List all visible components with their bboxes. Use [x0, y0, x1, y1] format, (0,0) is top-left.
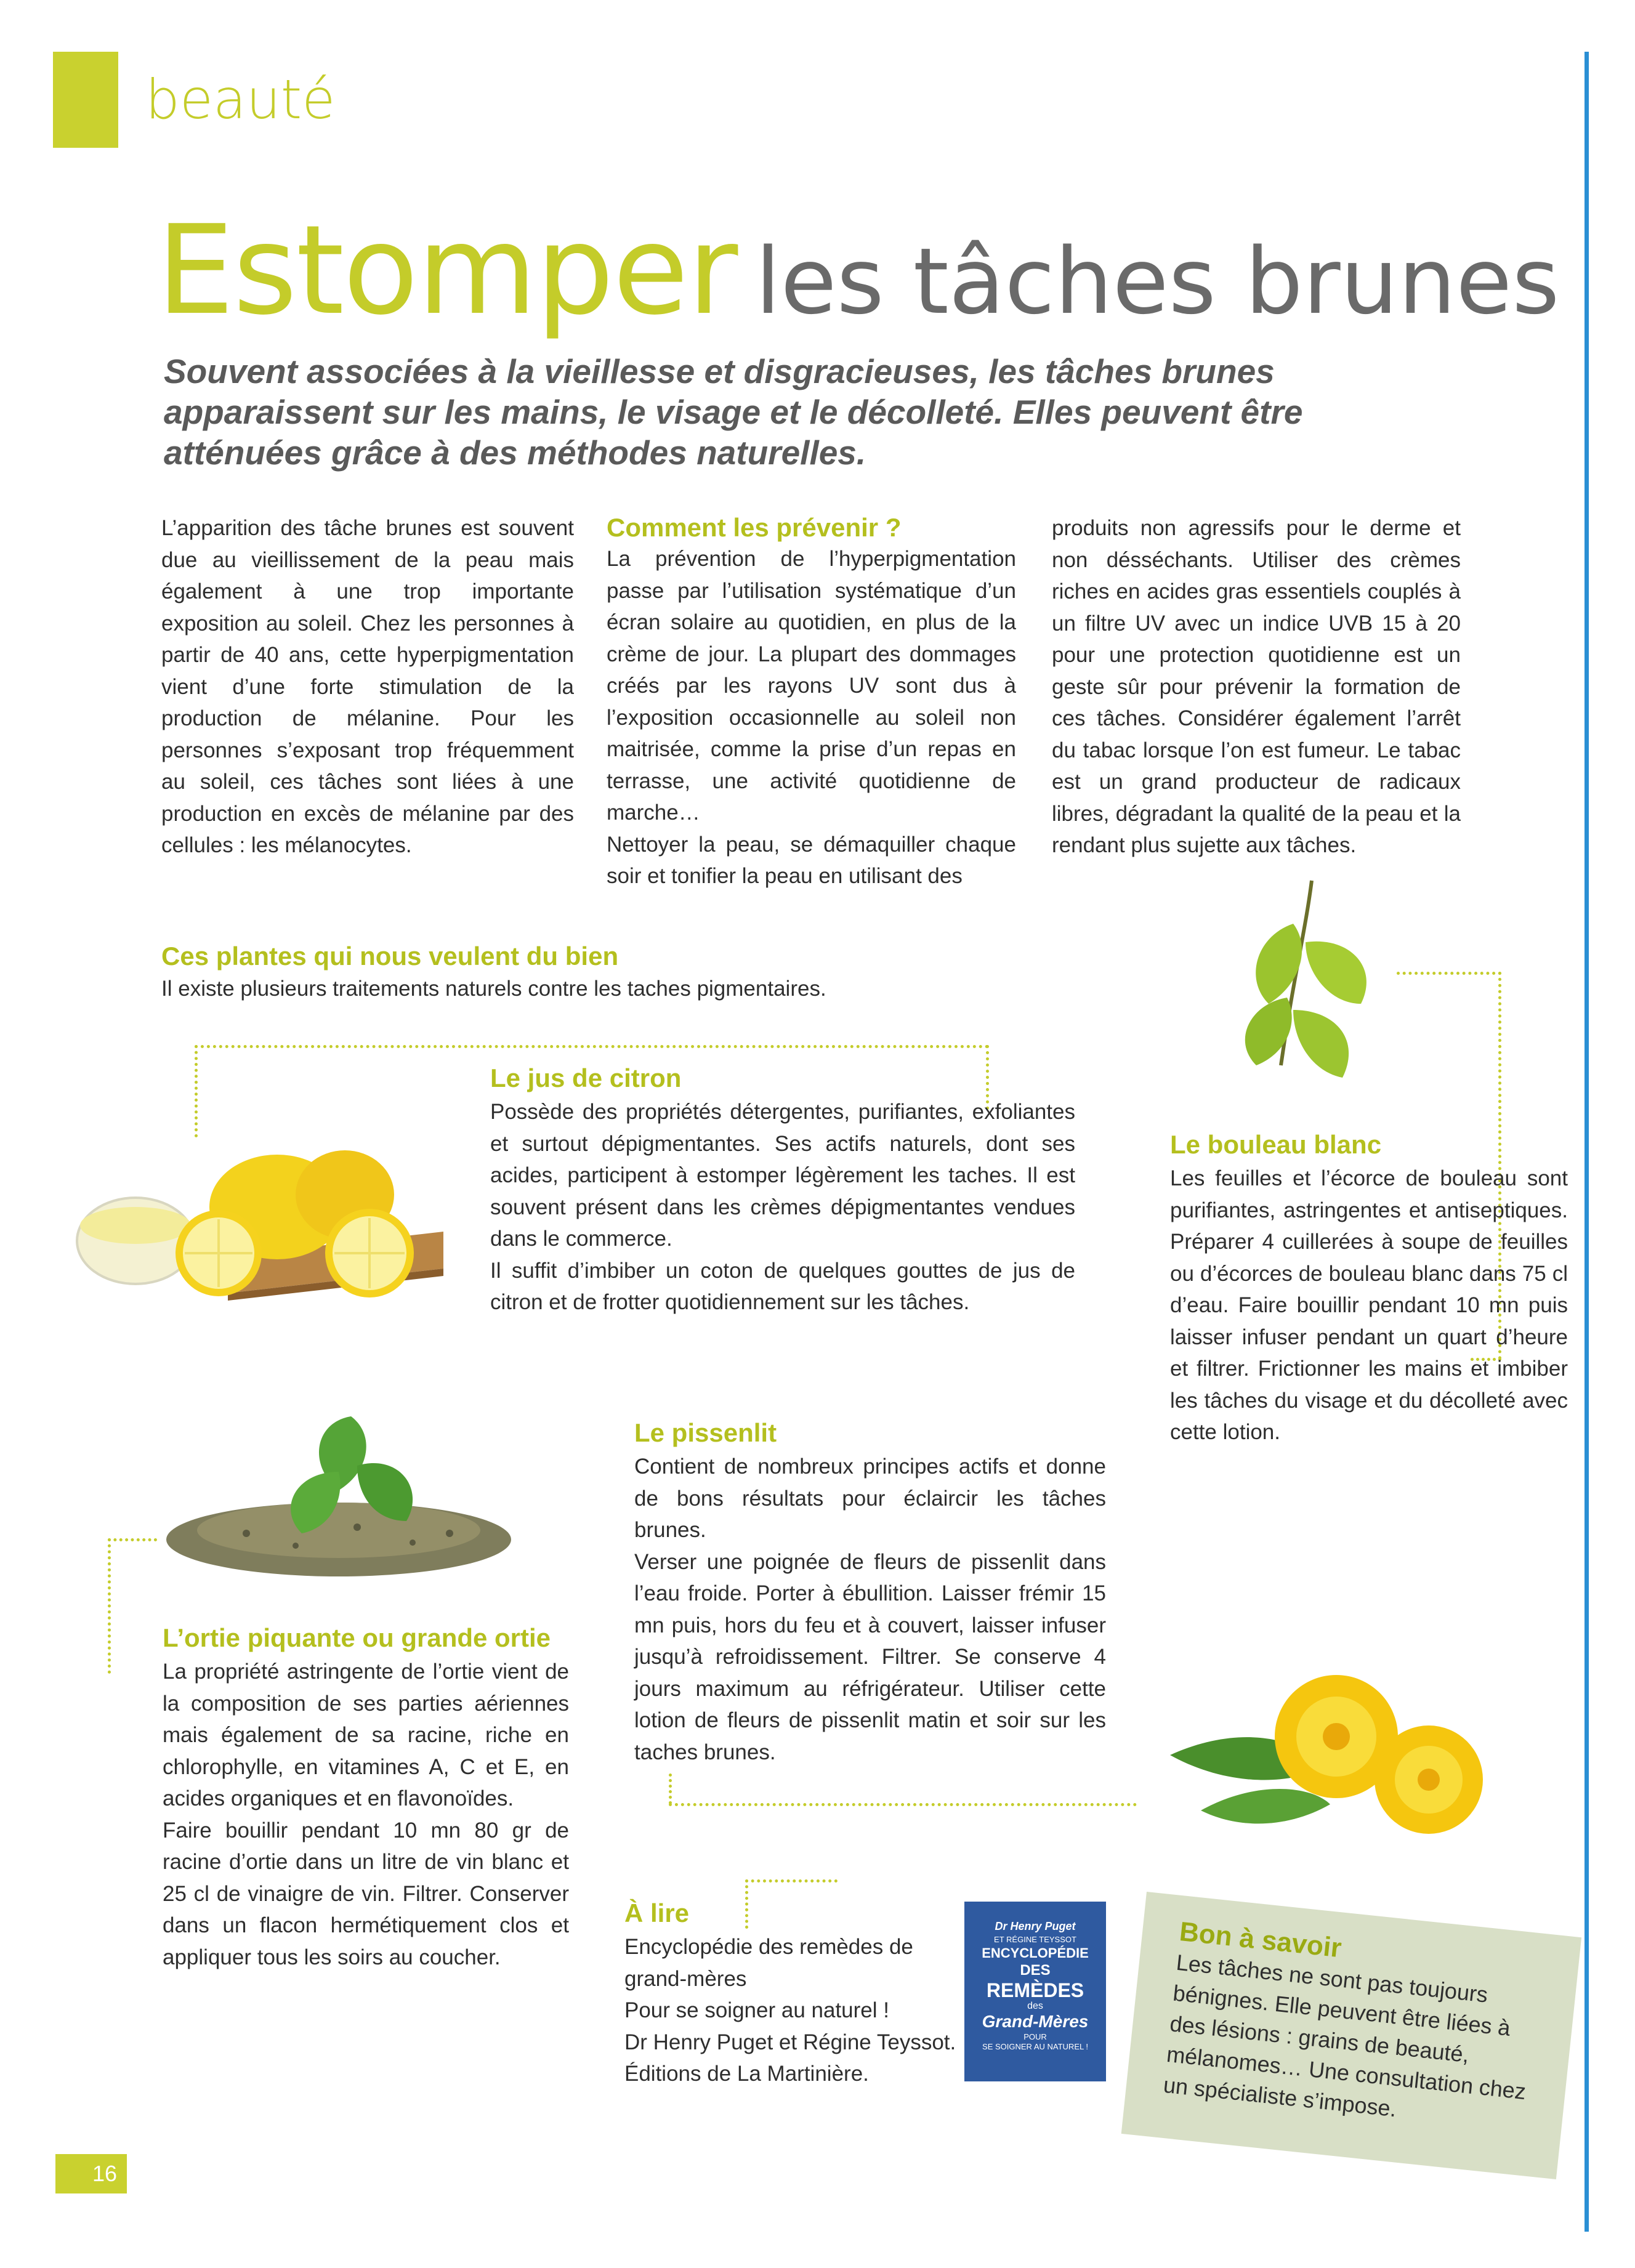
page-number: 16 [55, 2154, 127, 2193]
nettle-illustration [154, 1398, 523, 1583]
dandelion-text-2: Verser une poignée de fleurs de pissenlit dans l’eau froide. Porter à ébullition. Laisser frémir 15 mn puis, hors du feu et à couvert, laisser infuser jusqu’à refroidissement. Filtrer. Se conserve 4 jours maximum au réfrigérateur. Utiliser cette lotion de fleurs de pissenlit matin et soir sur les taches brunes. [634, 1549, 1106, 1764]
book-coauthor: ET RÉGINE TEYSSOT [994, 1935, 1076, 1944]
dandelion-illustration [1164, 1663, 1484, 1860]
page-title [156, 199, 1560, 342]
reading-line-2: Pour se soigner au naturel ! [624, 1998, 889, 2022]
title-rest: les tâches brunes [755, 228, 1560, 334]
lead-paragraph: Souvent associées à la vieillesse et disgracieuses, les tâches brunes apparaissent sur les mains, le visage et le décolleté. Elles peuvent être atténuées grâce à des méthodes naturelles. [164, 352, 1303, 472]
side-rule [1585, 52, 1589, 2232]
book-title-4: des [1027, 2001, 1043, 2011]
plants-intro: Il existe plusieurs traitements naturels contre les taches pigmentaires. [161, 977, 826, 1001]
section-label: beauté [145, 68, 336, 131]
intro-column-1 [161, 512, 574, 862]
title-accent: Estomper [156, 199, 737, 342]
prevention-text-2: Nettoyer la peau, se démaquiller chaque soir et tonifier la peau en utilisant des [607, 832, 1016, 888]
lemon-heading: Le jus de citron [490, 1063, 682, 1092]
book-title-2: DES [1020, 1962, 1051, 1979]
book-author: Dr Henry Puget [995, 1920, 1076, 1932]
book-cover [964, 1902, 1106, 2081]
reading-line-4: Éditions de La Martinière. [624, 2062, 869, 2086]
dotted-line-birch-top [1397, 972, 1501, 975]
section-tab-bar [53, 52, 118, 148]
dotted-line-dandelion-left [669, 1774, 672, 1804]
book-title-3: REMÈDES [986, 1979, 1084, 2001]
birch-text: Les feuilles et l’écorce de bouleau sont purifiantes, astringentes et antiseptiques. Préparer 4 cuillerées à soupe de feuilles ou d’écorces de bouleau blanc dans 75 cl d’eau. Faire bouillir pendant 10 mn puis laisser infuser pendant un quart d’heure et filtrer. Frictionner les mains et imbiber les tâches du visage et du décolleté avec cette lotion. [1170, 1166, 1568, 1444]
dotted-line-lemon-top [195, 1045, 989, 1048]
book-title-5: Grand-Mères [982, 2012, 1089, 2031]
lemon-text-1: Possède des propriétés détergentes, purifiantes, exfoliantes et surtout dépigmentantes. Ses actifs naturels, dont ses acides, participent à estomper légèrement les taches. Il est souvent présent dans les crèmes dépigmentantes vendues dans le commerce. [490, 1100, 1075, 1251]
reading-section [624, 1898, 969, 2090]
book-title-6: POUR [1023, 2032, 1047, 2041]
dandelion-section [634, 1418, 1106, 1768]
reading-line-1: Encyclopédie des remèdes de grand-mères [624, 1935, 913, 1991]
book-title-1: ENCYCLOPÉDIE [982, 1945, 1089, 1961]
dotted-line-dandelion-bottom [669, 1803, 1137, 1806]
tip-text: Les tâches ne sont pas toujours bénignes. Elle peuvent être liées à des lésions : grains de beauté, mélanomes… Une consultation chez un spécialiste s’impose. [1162, 1949, 1527, 2122]
dotted-line-nettle-top [108, 1538, 157, 1541]
birch-section [1170, 1129, 1568, 1448]
nettle-heading: L’ortie piquante ou grande ortie [163, 1623, 551, 1652]
nettle-section [163, 1623, 569, 1973]
dotted-line-lemon-left [195, 1045, 198, 1137]
dandelion-text-1: Contient de nombreux principes actifs et donne de bons résultats pour éclaircir les tâches brunes. [634, 1455, 1106, 1542]
dotted-line-nettle-left [108, 1538, 111, 1674]
tip-box [1121, 1892, 1581, 2179]
tip-heading: Bon à savoir [1177, 1916, 1343, 1964]
intro-col1-text: L’apparition des tâche brunes est souvent due au vieillissement de la peau mais également à une trop importante exposition au soleil. Chez les personnes à partir de 40 ans, cette hyperpigmentation vient d’une forte stimulation de la production de mélanine. Pour les personnes s’exposant trop fréquemment au soleil, ces tâches sont liées à une production en excès de mélanine par des cellules : les mélanocytes. [161, 516, 574, 857]
intro-col3-text: produits non agressifs pour le derme et non désséchants. Utiliser des crèmes riches en acides gras essentiels couplés à un filtre UV avec un indice UVB 15 à 20 pour une protection quotidienne est un geste sûr pour prévenir la formation de ces tâches. Considérer également l’arrêt du tabac lorsque l’on est fumeur. Le tabac est un grand producteur de radicaux libres, dégradant la qualité de la peau et la rendant plus sujette aux tâches. [1052, 516, 1461, 857]
lemon-illustration [74, 1139, 443, 1312]
reading-line-3: Dr Henry Puget et Régine Teyssot. [624, 2030, 956, 2054]
nettle-text-2: Faire bouillir pendant 10 mn 80 gr de racine d’ortie dans un litre de vin blanc et 25 cl de vinaigre de vin. Filtrer. Conserver dans un flacon hermétiquement clos et appliquer tous les soirs au coucher. [163, 1818, 569, 1969]
book-title-7: SE SOIGNER AU NATUREL ! [982, 2042, 1088, 2051]
intro-column-3 [1052, 512, 1461, 862]
dotted-line-reading-top [745, 1879, 838, 1883]
prevention-heading: Comment les prévenir ? [607, 513, 902, 542]
birch-leaves-illustration [1219, 881, 1404, 1102]
lemon-section [490, 1063, 1075, 1318]
nettle-text-1: La propriété astringente de l’ortie vient de la composition de ses parties aériennes mais également de sa racine, riche en chlorophylle, en vitamines A, C et E, en acides organiques et en flavonoïdes. [163, 1660, 569, 1810]
lemon-text-2: Il suffit d’imbiber un coton de quelques gouttes de jus de citron et de frotter quotidiennement sur les tâches. [490, 1258, 1075, 1314]
reading-heading: À lire [624, 1899, 690, 1927]
prevention-text-1: La prévention de l’hyperpigmentation passe par l’utilisation systématique d’un écran solaire au quotidien, en plus de la crème de jour. La plupart des dommages créés par les rayons UV sont dus à l’exposition occasionnelle au soleil non maitrisée, comme la prise d’un repas en terrasse, une activité quotidienne de marche… [607, 547, 1016, 825]
birch-heading: Le bouleau blanc [1170, 1130, 1382, 1159]
intro-column-2 [607, 512, 1016, 892]
plants-heading: Ces plantes qui nous veulent du bien [161, 942, 619, 971]
dandelion-heading: Le pissenlit [634, 1418, 777, 1447]
